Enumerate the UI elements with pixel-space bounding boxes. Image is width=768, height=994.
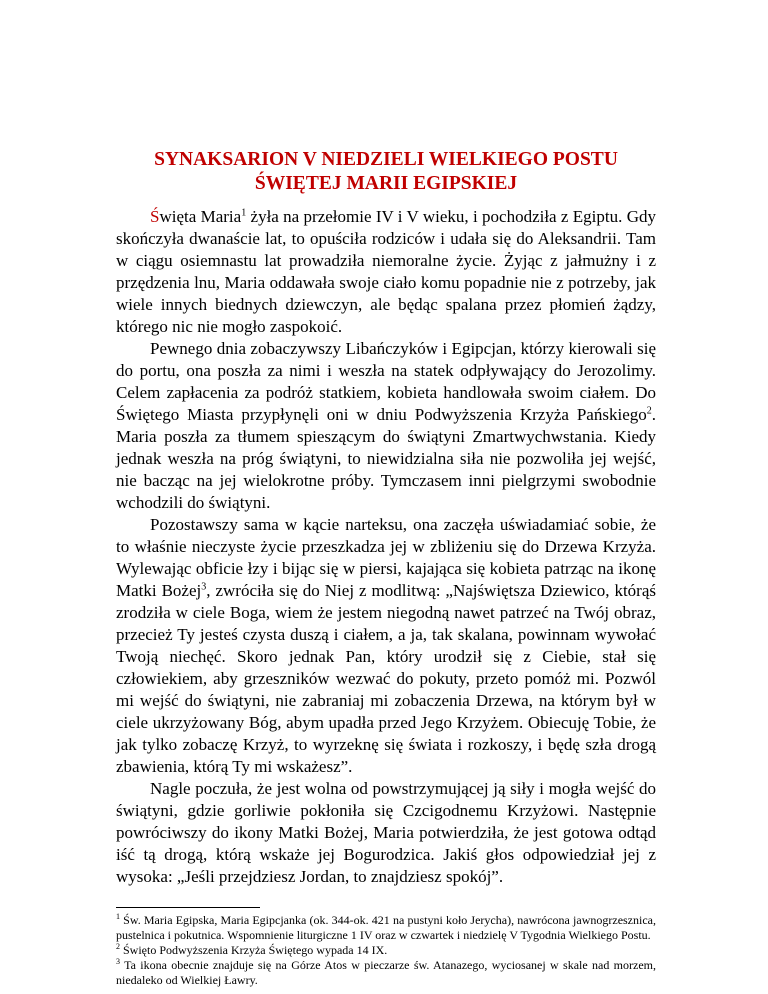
paragraph-text: Nagle poczuła, że jest wolna od powstrzymującej ją siły i mogła wejść do świątyni, gdzie gorliwie pokłoniła się Czcigodnemu Krzyżowi. Następnie powróciwszy do ikony Matki Bożej, Maria potwierdziła, że jest gotowa odtąd iść tą drogą, którą wskaże jej Bogurodzica. Jakiś głos odpowiedział jej z wysoka: „Jeśli przejdziesz Jordan, to znajdziesz spokój”. [116,779,656,886]
paragraph-2 [116,338,656,514]
page-title [116,148,656,196]
footnote-number: 1 [116,912,120,921]
footnote-number: 2 [116,942,120,951]
paragraph-text: Pozostawszy sama w kącie narteksu, ona zaczęła uświadamiać sobie, że to właśnie nieczyste życie przeszkadza jej w zbliżeniu się do Drzewa Krzyża. Wylewając obficie łzy i bijąc się w piersi, kajająca się kobieta patrząc na ikonę Matki Bożej [116,515,656,600]
paragraph-text: Pewnego dnia zobaczywszy Libańczyków i Egipcjan, którzy kierowali się do portu, ona poszła za nimi i weszła na statek odpływający do Jerozolimy. Celem zapłacenia za podróż statkiem, kobieta handlowała swoim ciałem. Do Świętego Miasta przypłynęli oni w dniu Podwyższenia Krzyża Pańskiego [116,339,656,424]
footnote-ref-1: 1 [241,207,247,219]
paragraph-3 [116,514,656,778]
paragraph-1 [116,206,656,338]
footnote-ref-3: 3 [201,581,207,593]
document-page [116,148,656,988]
footnote-text: Święto Podwyższenia Krzyża Świętego wypada 14 IX. [120,943,388,957]
footnote-text: Ta ikona obecnie znajduje się na Górze Atos w pieczarze św. Atanazego, wyciosanej w skale nad morzem, niedaleko od Wielkiej Ławry. [116,958,656,987]
paragraph-text: więta Maria [159,207,242,226]
footnote-2 [116,943,656,958]
footnote-3 [116,958,656,988]
title-line-2: ŚWIĘTEJ MARII EGIPSKIEJ [254,173,518,194]
footnote-separator [116,907,260,908]
footnote-text: Św. Maria Egipska, Maria Egipcjanka (ok. 344-ok. 421 na pustyni koło Jerycha), nawrócona jawnogrzesznica, pustelnica i pokutnica. Wspomnienie liturgiczne 1 IV oraz w czwartek i niedzielę V Tygodnia Wielkiego Postu. [116,913,656,942]
title-line-1: SYNAKSARION V NIEDZIELI WIELKIEGO POSTU [154,149,618,170]
paragraph-text: żyła na przełomie IV i V wieku, i pochodziła z Egiptu. Gdy skończyła dwanaście lat, to opuściła rodziców i udała się do Aleksandrii. Tam w ciągu osiemnastu lat prowadziła niemoralne życie. Żyjąc z jałmużny i z przędzenia lnu, Maria oddawała swoje ciało komu popadnie nie z potrzeby, jak wiele innych biednych dziewczyn, ale będąc spalana przez płomień żądzy, którego nic nie mogło zaspokoić. [116,207,656,336]
paragraph-text: , zwróciła się do Niej z modlitwą: „Najświętsza Dziewico, którąś zrodziła w ciele Boga, wiem że jestem niegodną nawet patrzeć na Twój obraz, przecież Ty jesteś czysta duszą i ciałem, a ja, tak skalana, powinnam wywołać Twoją niechęć. Skoro jednak Pan, który urodził się z Ciebie, stał się człowiekiem, aby grzeszników wezwać do pokuty, przeto pomóż mi. Pozwól mi wejść do świątyni, nie zabraniaj mi zobaczenia Drzewa, na którym był w ciele ukrzyżowany Bóg, abym upadła przed Jego Krzyżem. Obiecuję Tobie, że jak tylko zobaczę Krzyż, to wyrzeknę się świata i rozkoszy, i będę szła drogą zbawienia, którą Ty mi wskażesz”. [116,581,656,776]
paragraph-4 [116,778,656,888]
paragraph-text: . Maria poszła za tłumem spieszącym do świątyni Zmartwychwstania. Kiedy jednak weszła na próg świątyni, to niewidzialna siła nie pozwoliła jej wejść, nie bacząc na jej wielokrotne próby. Tymczasem inni pielgrzymi swobodnie wchodzili do świątyni. [116,405,656,512]
footnote-number: 3 [116,957,120,966]
footnote-ref-2: 2 [646,405,652,417]
footnote-1 [116,913,656,943]
drop-letter: Ś [150,207,160,226]
